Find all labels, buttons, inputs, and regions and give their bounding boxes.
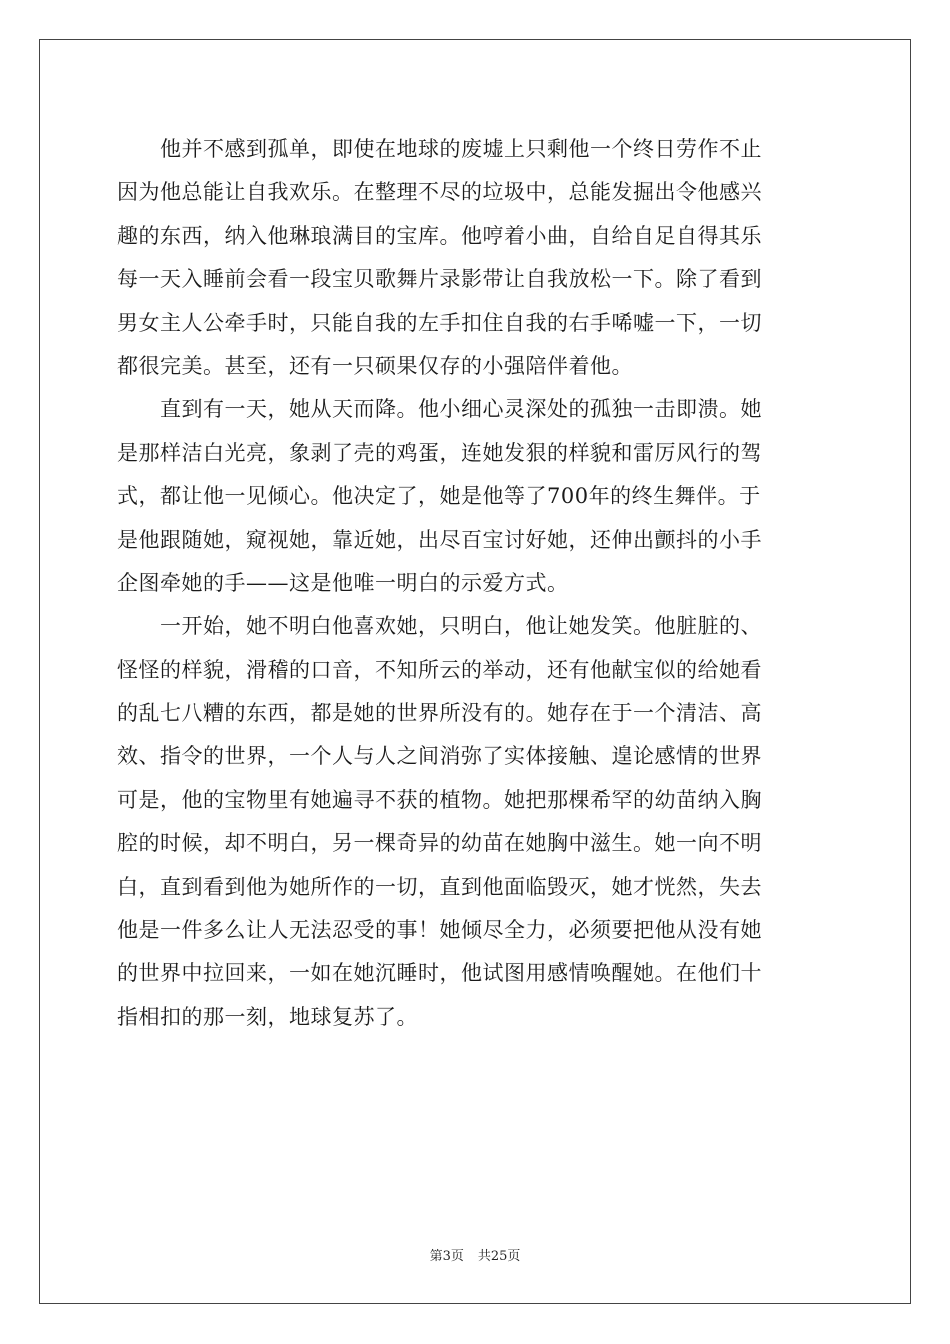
text-line: 都很完美。甚至，还有一只硕果仅存的小强陪伴着他。 xyxy=(117,353,633,378)
text-line: 是他跟随她，窥视她，靠近她，出尽百宝讨好她，还伸出颤抖的小手 xyxy=(117,527,762,552)
text-line: 一开始，她不明白他喜欢她，只明白，他让她发笑。他脏脏的、 xyxy=(117,614,762,639)
text-line: 直到有一天，她从天而降。他小细心灵深处的孤独一击即溃。她 xyxy=(117,397,762,422)
current-page-label: 第3页 xyxy=(429,1249,464,1264)
text-line: 是那样洁白光亮，象剥了壳的鸡蛋，连她发狠的样貌和雷厉风行的驾 xyxy=(117,440,762,465)
text-line: 企图牵她的手——这是他唯一明白的示爱方式。 xyxy=(117,570,569,595)
paragraph-1 xyxy=(117,128,835,388)
text-line: 的世界中拉回来，一如在她沉睡时，他试图用感情唤醒她。在他们十 xyxy=(117,961,762,986)
paragraph-3 xyxy=(117,605,835,1039)
text-line: 的乱七八糟的东西，都是她的世界所没有的。她存在于一个清洁、高 xyxy=(117,701,762,726)
text-line: 腔的时候，却不明白，另一棵奇异的幼苗在她胸中滋生。她一向不明 xyxy=(117,831,762,856)
text-line: 每一天入睡前会看一段宝贝歌舞片录影带让自我放松一下。除了看到 xyxy=(117,267,762,292)
document-body xyxy=(117,128,835,1039)
text-line: 因为他总能让自我欢乐。在整理不尽的垃圾中，总能发掘出令他感兴 xyxy=(117,180,762,205)
text-line: 可是，他的宝物里有她遍寻不获的植物。她把那棵希罕的幼苗纳入胸 xyxy=(117,787,762,812)
text-line: 怪怪的样貌，滑稽的口音，不知所云的举动，还有他献宝似的给她看 xyxy=(117,657,762,682)
total-pages-label: 共25页 xyxy=(477,1249,521,1264)
text-line: 白，直到看到他为她所作的一切，直到他面临毁灭，她才恍然，失去 xyxy=(117,874,762,899)
paragraph-2 xyxy=(117,388,835,605)
text-line: 他是一件多么让人无法忍受的事！她倾尽全力，必须要把他从没有她 xyxy=(117,918,762,943)
text-line: 男女主人公牵手时，只能自我的左手扣住自我的右手唏嘘一下，一切 xyxy=(117,310,762,335)
text-line: 效、指令的世界，一个人与人之间消弥了实体接触、遑论感情的世界 xyxy=(117,744,762,769)
text-line: 他并不感到孤单，即使在地球的废墟上只剩他一个终日劳作不止 xyxy=(117,137,762,161)
text-line: 式，都让他一见倾心。他决定了，她是他等了700年的终生舞伴。于 xyxy=(117,484,761,509)
page-footer xyxy=(0,1245,950,1264)
text-line: 趣的东西，纳入他琳琅满目的宝库。他哼着小曲，自给自足自得其乐 xyxy=(117,223,762,248)
text-line: 指相扣的那一刻，地球复苏了。 xyxy=(117,1004,418,1029)
